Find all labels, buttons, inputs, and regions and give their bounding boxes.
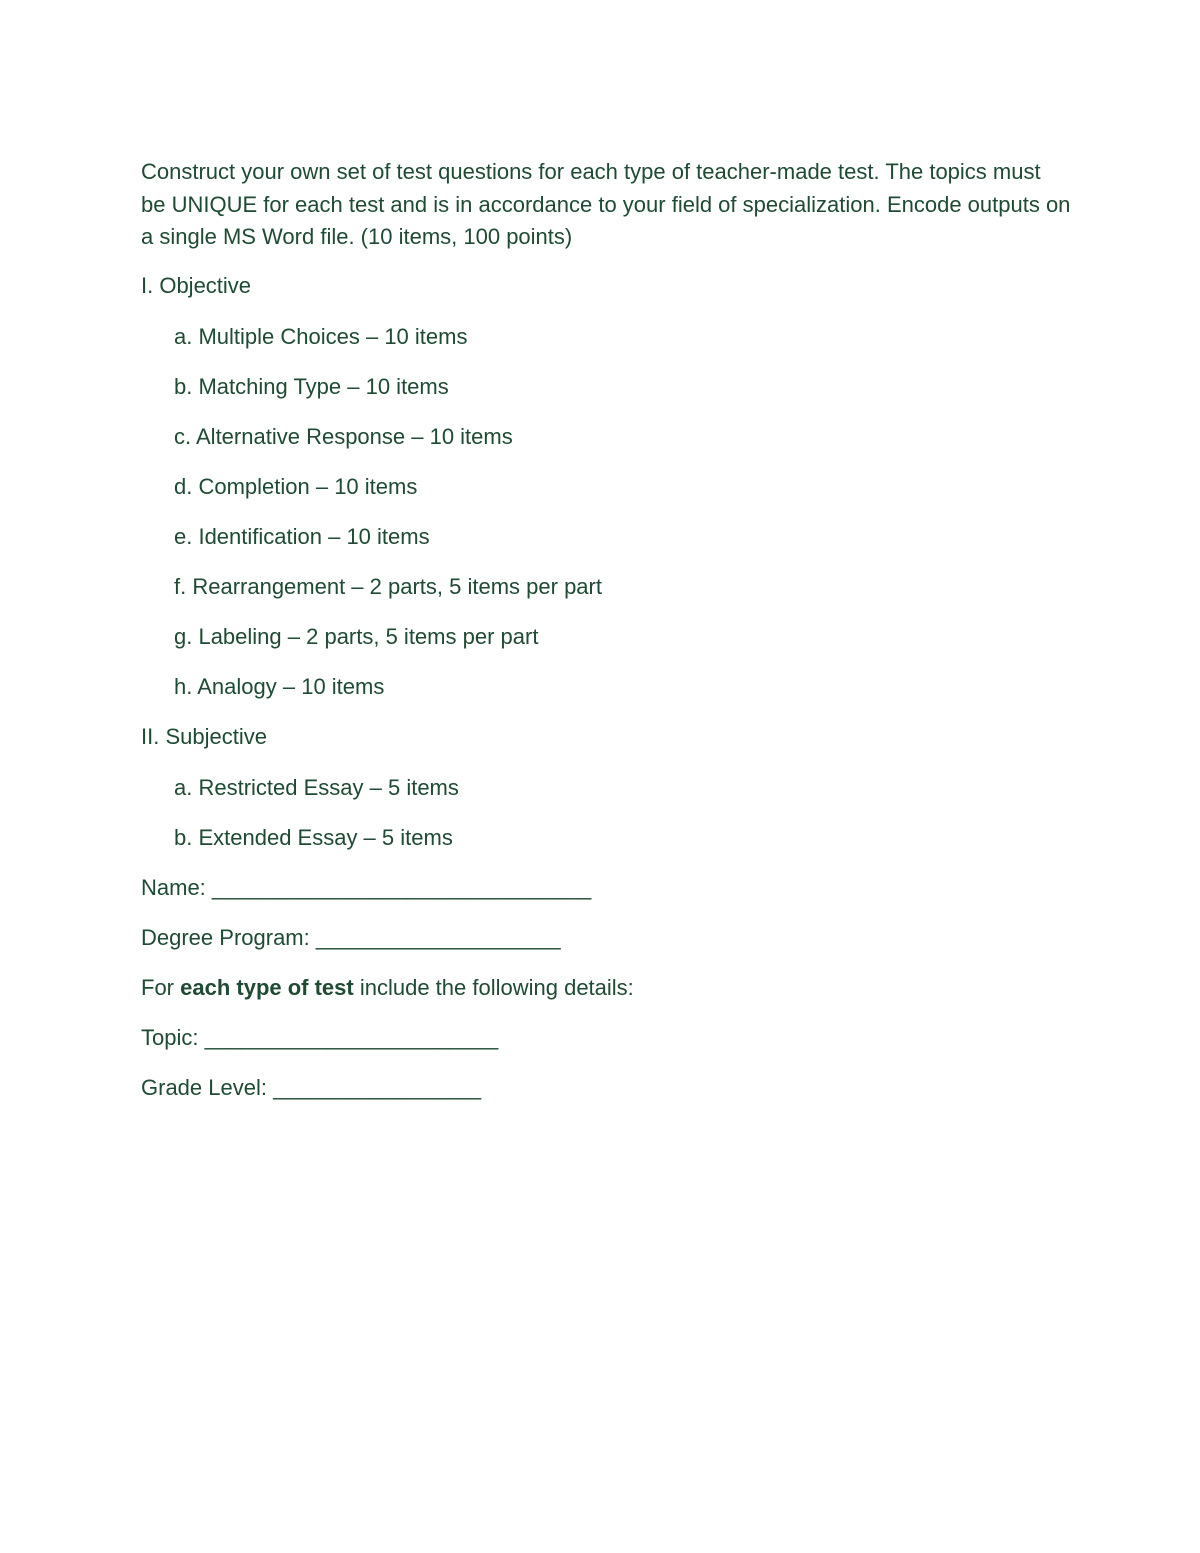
details-text-before: For xyxy=(141,974,181,1000)
list-item: a. Restricted Essay – 5 items xyxy=(174,774,459,800)
details-text-after: include the following details: xyxy=(353,974,634,1000)
list-item: c. Alternative Response – 10 items xyxy=(174,423,513,449)
list-item: g. Labeling – 2 parts, 5 items per part xyxy=(174,623,539,649)
degree-program-line: Degree Program: ____________________ xyxy=(141,924,561,950)
section-heading-subjective: II. Subjective xyxy=(141,723,267,749)
list-item: h. Analogy – 10 items xyxy=(174,673,385,699)
list-item: b. Matching Type – 10 items xyxy=(174,373,449,399)
details-text-bold: each type of test xyxy=(180,974,354,1000)
list-item: e. Identification – 10 items xyxy=(174,523,430,549)
details-instruction xyxy=(141,972,1071,1004)
list-item: b. Extended Essay – 5 items xyxy=(174,824,453,850)
subjective-test-list xyxy=(141,772,1071,854)
grade-level-line: Grade Level: _________________ xyxy=(141,1074,482,1100)
list-item: f. Rearrangement – 2 parts, 5 items per part xyxy=(174,573,602,599)
topic-line: Topic: ________________________ xyxy=(141,1024,499,1050)
objective-test-list xyxy=(141,321,1071,703)
instructions-paragraph: Construct your own set of test questions for each type of teacher-made test. The topics must be UNIQUE for each test and is in accordance to your field of specialization. Encode outputs on a single MS Word file. (10 items, 100 points) xyxy=(141,159,1071,249)
list-item: d. Completion – 10 items xyxy=(174,473,418,499)
document-body xyxy=(141,156,1071,1104)
name-line: Name: _______________________________ xyxy=(141,874,592,900)
list-item: a. Multiple Choices – 10 items xyxy=(174,323,468,349)
section-heading-objective: I. Objective xyxy=(141,272,252,298)
